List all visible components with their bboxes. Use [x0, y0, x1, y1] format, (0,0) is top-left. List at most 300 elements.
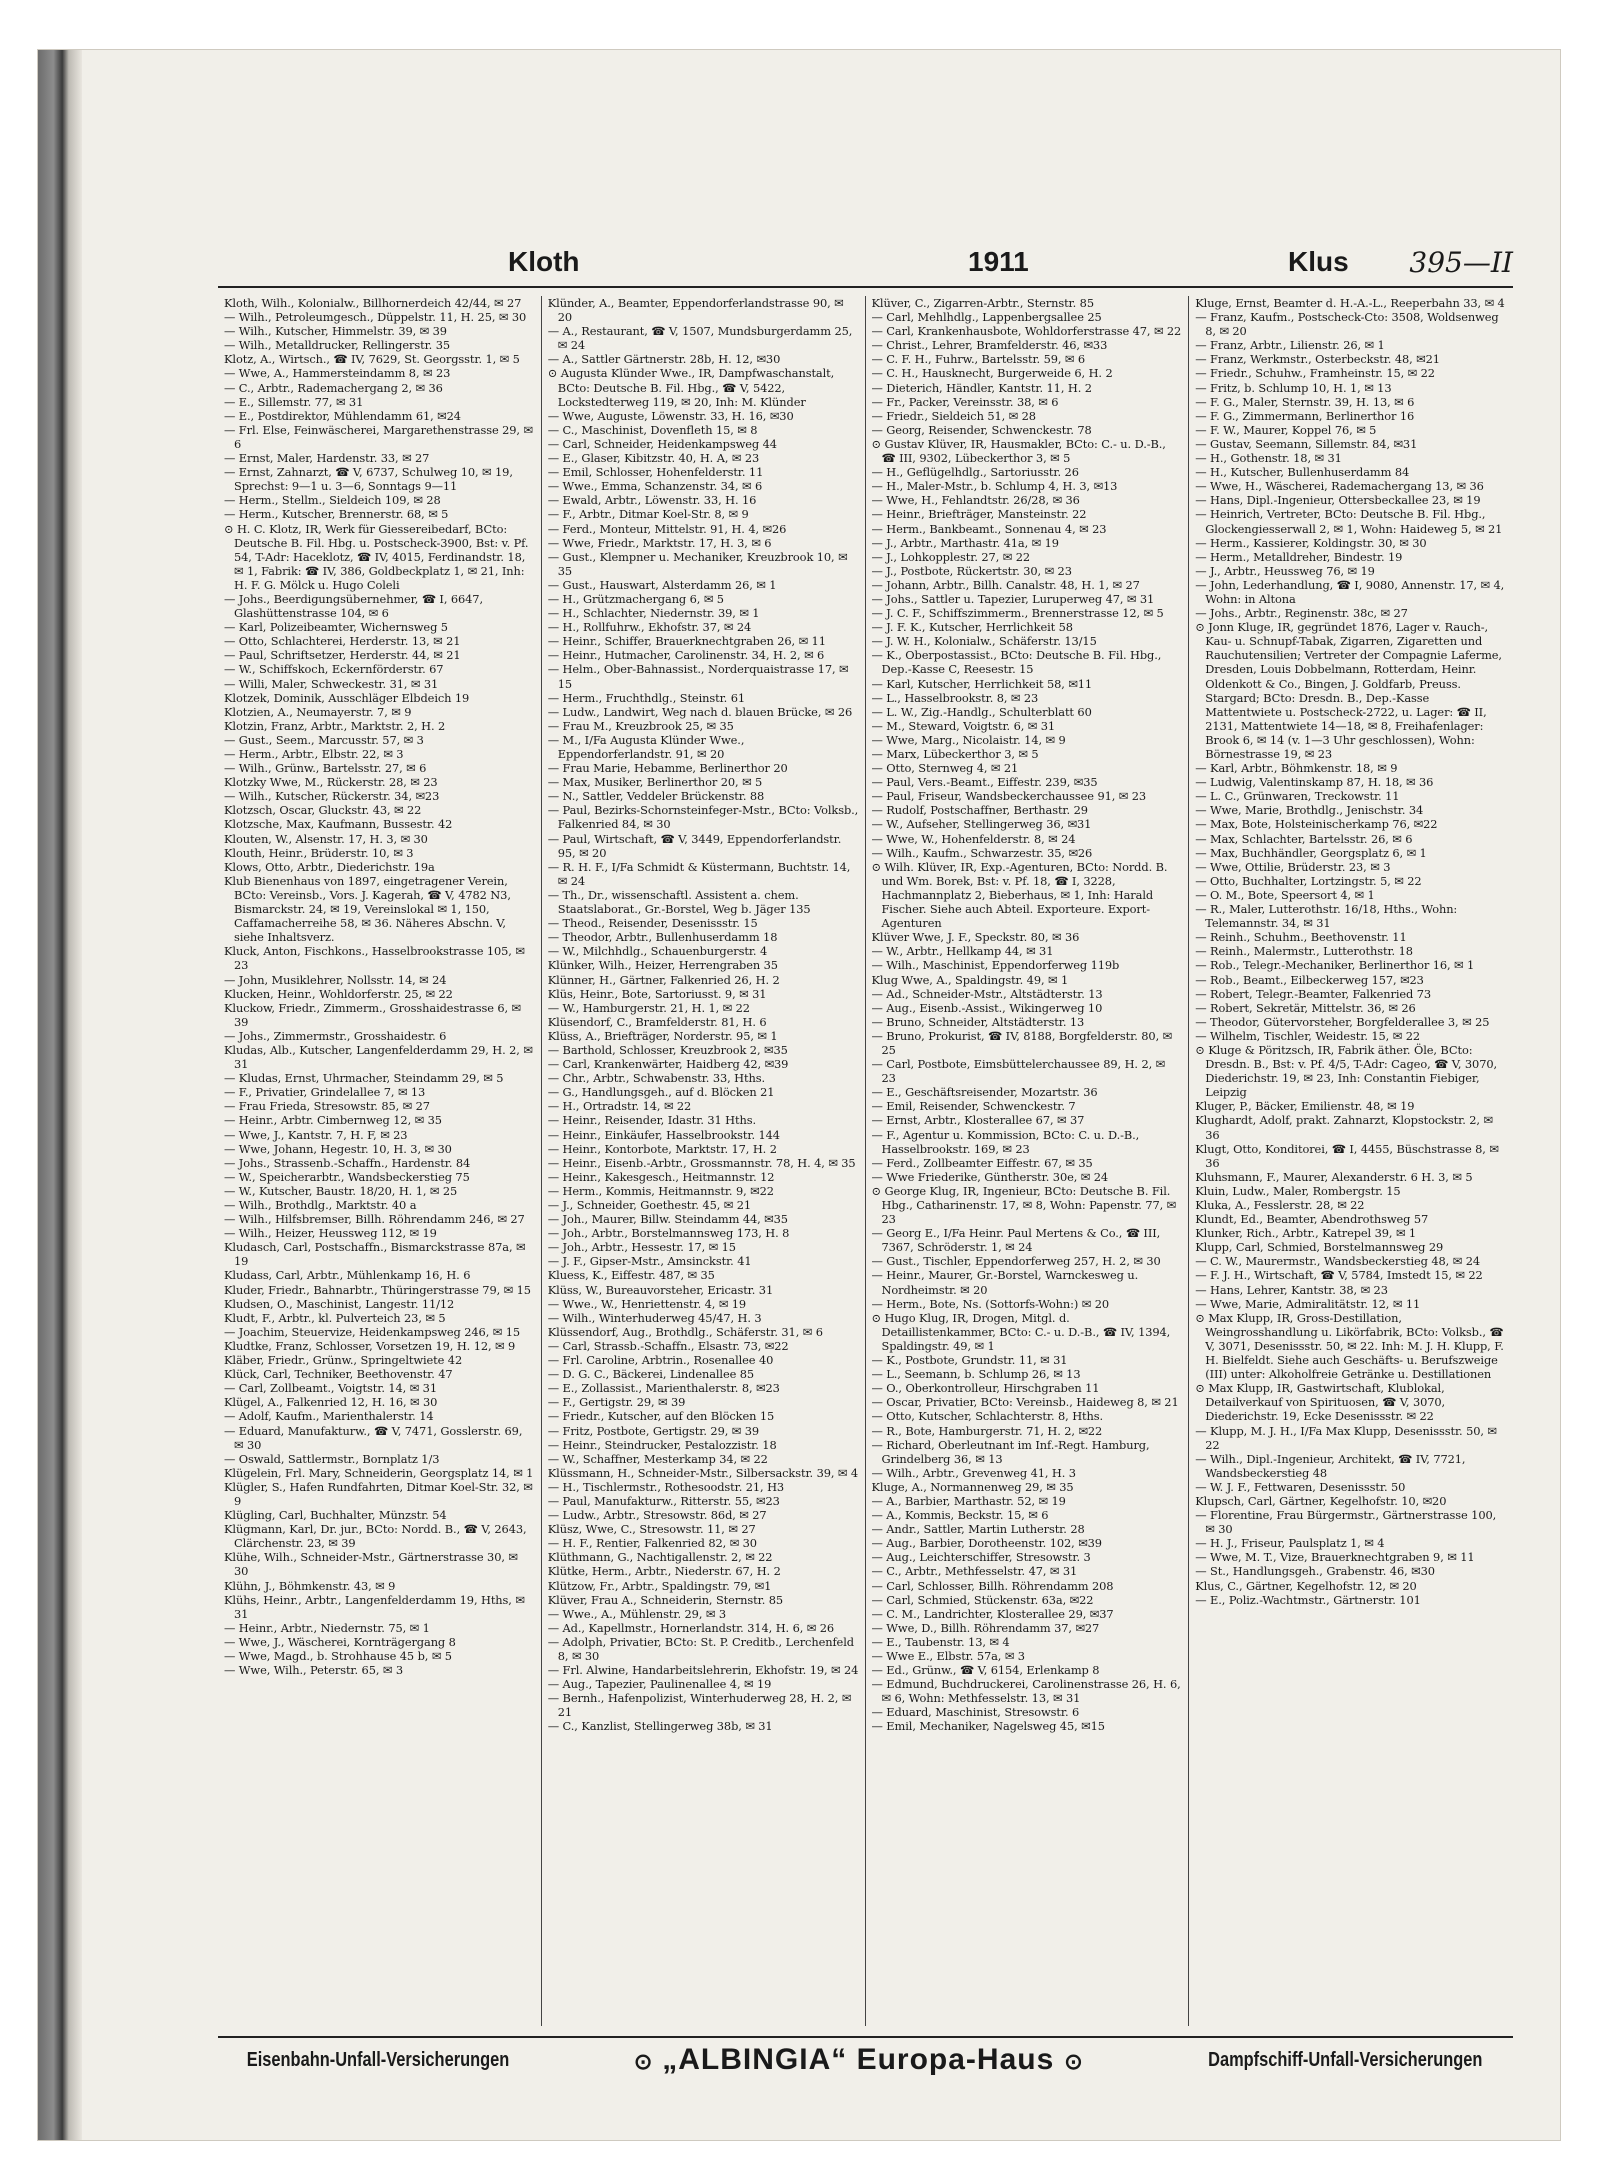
directory-entry: Kluder, Friedr., Bahnarbtr., Thüringerstrasse 79, ✉ 15: [224, 1282, 531, 1297]
directory-entry: — L. W., Zig.-Handlg., Schulterblatt 60: [871, 704, 1092, 719]
directory-entry: Klotzky Wwe, M., Rückerstr. 28, ✉ 23: [224, 775, 438, 790]
directory-entry: — Wwe E., Elbstr. 57a, ✉ 3: [871, 1649, 1025, 1663]
directory-entry: ⊙ Gustav Klüver, IR, Hausmakler, BCto: C.- u. D.-B., ☎ III, 9302, Lübeckerthor 3, ✉ 5: [871, 436, 1166, 466]
footer-circle-icon: ⊙: [633, 2049, 653, 2074]
directory-entry: — Aug., Eisenb.-Assist., Wikingerweg 10: [871, 1000, 1103, 1015]
directory-entry: — Richard, Oberleutnant im Inf.-Regt. Hamburg, Grindelberg 36, ✉ 13: [871, 1437, 1150, 1466]
directory-page: [168, 176, 1513, 2136]
directory-entry: — J. C. F., Schiffszimmerm., Brennerstrasse 12, ✉ 5: [871, 606, 1164, 621]
directory-entry: Klüver Wwe, J. F., Speckstr. 80, ✉ 36: [871, 930, 1080, 945]
directory-entry: — Wwe, W., Hohenfelderstr. 8, ✉ 24: [871, 831, 1076, 846]
directory-entry: — H. J., Friseur, Paulsplatz 1, ✉ 4: [1195, 1536, 1385, 1551]
directory-entry: — E., Postdirektor, Mühlendamm 61, ✉24: [224, 408, 461, 423]
directory-entry: — Wilh., Kaufm., Schwarzestr. 35, ✉26: [871, 845, 1093, 860]
directory-entry: Klüver, C., Zigarren-Arbtr., Sternstr. 85: [871, 296, 1094, 310]
directory-entry: — K., Postbote, Grundstr. 11, ✉ 31: [871, 1353, 1068, 1368]
directory-entry: Kluck, Anton, Fischkons., Hasselbrookstrasse 105, ✉ 23: [224, 944, 525, 973]
directory-entry: — J. F. K., Kutscher, Herrlichkeit 58: [871, 620, 1073, 635]
directory-entry: — Aug., Leichterschiffer, Stresowstr. 3: [871, 1550, 1091, 1565]
directory-entry: — Paul, Wirtschaft, ☎ V, 3449, Eppendorferlandstr. 95, ✉ 20: [547, 831, 842, 860]
directory-entry: Kloth, Wilh., Kolonialw., Billhornerdeich 42/44, ✉ 27: [224, 296, 522, 310]
directory-entry: — Wwe., A., Mühlenstr. 29, ✉ 3: [547, 1606, 726, 1621]
directory-entry: — Otto, Buchhalter, Lortzingstr. 5, ✉ 22: [1195, 873, 1422, 888]
directory-entry: Klupp, Carl, Schmied, Borstelmannsweg 29: [1195, 1240, 1444, 1255]
directory-entry: — Frau M., Kreuzbrook 25, ✉ 35: [547, 718, 734, 733]
directory-entry: — Rudolf, Postschaffner, Berthastr. 29: [871, 803, 1088, 818]
directory-entry: Klus, C., Gärtner, Kegelhofstr. 12, ✉ 20: [1195, 1578, 1417, 1593]
directory-entry: — Karl, Polizeibeamter, Wichernsweg 5: [224, 620, 448, 635]
directory-entry: — Frl. Alwine, Handarbeitslehrerin, Ekhofstr. 19, ✉ 24: [547, 1663, 859, 1678]
directory-entry: — A., Barbier, Marthastr. 52, ✉ 19: [871, 1493, 1066, 1508]
column-2: [542, 296, 866, 2026]
directory-entry: — H. F., Rentier, Falkenried 82, ✉ 30: [547, 1536, 757, 1551]
directory-entry: — Georg, Reisender, Schwenckestr. 78: [871, 422, 1092, 437]
directory-entry: — Wwe Friederike, Güntherstr. 30e, ✉ 24: [871, 1169, 1109, 1184]
directory-entry: Klüs, Heinr., Bote, Sartoriusst. 9, ✉ 31: [547, 986, 767, 1001]
directory-entry: — Franz, Kaufm., Postscheck-Cto: 3508, Woldsenweg 8, ✉ 20: [1195, 310, 1499, 339]
directory-entry: Klügel, A., Falkenried 12, H. 16, ✉ 30: [224, 1395, 438, 1410]
directory-entry: — Joh., Arbtr., Hessestr. 17, ✉ 15: [547, 1240, 736, 1255]
directory-entry: — Fritz, Postbote, Gertigstr. 29, ✉ 39: [547, 1423, 760, 1438]
directory-entry: — Bernh., Hafenpolizist, Winterhuderweg 28, H. 2, ✉ 21: [547, 1691, 852, 1720]
directory-entry: — Reinh., Malermstr., Lutterothstr. 18: [1195, 944, 1413, 959]
directory-entry: — Johs., Sattler u. Tapezier, Luruperweg 47, ✉ 31: [871, 591, 1155, 606]
directory-entry: — C., Kanzlist, Stellingerweg 38b, ✉ 31: [547, 1719, 773, 1734]
directory-entry: — Wwe, Marie, Brothdlg., Jenischstr. 34: [1195, 803, 1424, 818]
directory-entry: — Gust., Klempner u. Mechaniker, Kreuzbrook 10, ✉ 35: [547, 549, 848, 578]
directory-entry: Klück, Carl, Techniker, Beethovenstr. 47: [224, 1367, 453, 1382]
directory-entry: Klupsch, Carl, Gärtner, Kegelhofstr. 10, ✉20: [1195, 1493, 1447, 1508]
directory-entry: — Carl, Postbote, Eimsbüttelerchaussee 89, H. 2, ✉ 23: [871, 1057, 1166, 1086]
directory-entry: — Herm., Bote, Ns. (Sottorfs-Wohn:) ✉ 20: [871, 1296, 1110, 1311]
directory-entry: — Ferd., Zollbeamter Eiffestr. 67, ✉ 35: [871, 1155, 1093, 1170]
directory-entry: Kluess, K., Eiffestr. 487, ✉ 35: [547, 1268, 715, 1283]
directory-entry: — Willi, Maler, Schweckestr. 31, ✉ 31: [224, 676, 439, 691]
directory-entry: — A., Sattler Gärtnerstr. 28b, H. 12, ✉30: [547, 352, 781, 367]
scanned-page: [38, 50, 1560, 2140]
directory-entry: Kluge, A., Normannenweg 29, ✉ 35: [871, 1479, 1074, 1494]
directory-entry: — Rob., Beamt., Eilbeckerweg 157, ✉23: [1195, 972, 1424, 987]
directory-entry: — Klupp, M. J. H., I/Fa Max Klupp, Desenissstr. 50, ✉ 22: [1195, 1423, 1497, 1452]
directory-entry: — Gustav, Seemann, Sillemstr. 84, ✉31: [1195, 436, 1418, 451]
directory-entry: Klughardt, Adolf, prakt. Zahnarzt, Klopstockstr. 2, ✉ 36: [1195, 1113, 1493, 1142]
directory-entry: — Wwe, D., Billh. Röhrendamm 37, ✉27: [871, 1620, 1100, 1635]
directory-entry: — Wilh., Dipl.-Ingenieur, Architekt, ☎ IV, 7721, Wandsbeckerstieg 48: [1195, 1451, 1466, 1480]
header-year: 1911: [968, 246, 1029, 277]
directory-entry: — Wilh., Hilfsbremser, Billh. Röhrendamm 246, ✉ 27: [224, 1212, 525, 1227]
directory-entry: Klotz, A., Wirtsch., ☎ IV, 7629, St. Georgsstr. 1, ✉ 5: [224, 352, 520, 367]
directory-entry: Klünder, A., Beamter, Eppendorferlandstrasse 90, ✉ 20: [547, 296, 844, 325]
directory-entry: — Wilh., Grünw., Bartelsstr. 27, ✉ 6: [224, 761, 427, 776]
directory-entry: — Paul, Manufakturw., Ritterstr. 55, ✉23: [547, 1493, 780, 1508]
directory-entry: — Wwe, Johann, Hegestr. 10, H. 3, ✉ 30: [224, 1141, 452, 1156]
directory-entry: — Heinr., Kakesgesch., Heitmannstr. 12: [547, 1169, 775, 1184]
directory-entry: — Georg E., I/Fa Heinr. Paul Mertens & Co., ☎ III, 7367, Schröderstr. 1, ✉ 24: [871, 1226, 1161, 1255]
directory-entry: — F. G., Zimmermann, Berlinerthor 16: [1195, 408, 1415, 423]
directory-entry: — Wwe, J., Wäscherei, Kornträgergang 8: [224, 1634, 456, 1649]
directory-entry: ⊙ H. C. Klotz, IR, Werk für Giessereibedarf, BCto: Deutsche B. Fil. Hbg. u. Postscheck-3900, Bst: v. Pf. 54, T-Adr: Haceklotz, ☎ IV, 4015, Ferdinandstr. 18, ✉ 1, Fabrik: ☎ IV, 386, Goldbeckplatz 1, ✉ 21, Inh: H. F. G. Mölck u. Hugo Coleli: [224, 521, 529, 592]
footer-middle-group: [624, 2043, 1093, 2077]
directory-entry: — Eduard, Manufakturw., ☎ V, 7471, Gosslerstr. 69, ✉ 30: [224, 1423, 523, 1452]
directory-entry: — Friedr., Kutscher, auf den Blöcken 15: [547, 1409, 775, 1424]
directory-entry: — L., Hasselbrookstr. 8, ✉ 23: [871, 690, 1039, 705]
directory-entry: ⊙ Hugo Klug, IR, Drogen, Mitgl. d. Detaillistenkammer, BCto: C.- u. D.-B., ☎ IV, 1394, Spaldingstr. 49, ✉ 1: [871, 1310, 1171, 1353]
column-3: [866, 296, 1190, 2026]
directory-entry: — Chr., Arbtr., Schwabenstr. 33, Hths.: [547, 1071, 765, 1086]
directory-entry: — Dieterich, Händler, Kantstr. 11, H. 2: [871, 380, 1092, 395]
directory-entry: — J., Arbtr., Marthastr. 41a, ✉ 19: [871, 535, 1059, 550]
directory-entry: — Ernst, Maler, Hardenstr. 33, ✉ 27: [224, 451, 430, 466]
directory-entry: Klügmann, Karl, Dr. jur., BCto: Nordd. B., ☎ V, 2643, Clärchenstr. 23, ✉ 39: [224, 1522, 527, 1551]
directory-entry: — E., Geschäftsreisender, Mozartstr. 36: [871, 1085, 1098, 1100]
directory-entry: — Herm., Kommis, Heitmannstr. 9, ✉22: [547, 1183, 774, 1198]
directory-entry: Kludsen, O., Maschinist, Langestr. 11/12: [224, 1296, 455, 1311]
directory-entry: — Otto, Sternweg 4, ✉ 21: [871, 761, 1019, 776]
directory-entry: — E., Sillemstr. 77, ✉ 31: [224, 394, 364, 409]
directory-entry: Kluckow, Friedr., Zimmerm., Grosshaidestrasse 6, ✉ 39: [224, 1000, 521, 1029]
directory-entry: Klunker, Rich., Arbtr., Katrepel 39, ✉ 1: [1195, 1226, 1417, 1241]
directory-entry: — Heinr., Einkäufer, Hasselbrookstr. 144: [547, 1127, 780, 1142]
directory-entry: — Heinrich, Vertreter, BCto: Deutsche B. Fil. Hbg., Glockengiesserwall 2, ✉ 1, Wohn: Haideweg 5, ✉ 21: [1195, 507, 1503, 536]
directory-entry: — Carl, Mehlhdlg., Lappenbergsallee 25: [871, 310, 1102, 325]
directory-entry: — W., Arbtr., Hellkamp 44, ✉ 31: [871, 944, 1054, 959]
directory-entry: — Wilh., Metalldrucker, Rellingerstr. 35: [224, 338, 451, 353]
directory-entry: — Fritz, b. Schlump 10, H. 1, ✉ 13: [1195, 380, 1392, 395]
directory-entry: — H., Maler-Mstr., b. Schlump 4, H. 3, ✉13: [871, 479, 1118, 494]
directory-entry: — Heinr., Maurer, Gr.-Borstel, Warnckesweg u. Nordheimstr. ✉ 20: [871, 1268, 1139, 1297]
directory-entry: — J. F., Gipser-Mstr., Amsinckstr. 41: [547, 1254, 752, 1269]
directory-entry: Kluin, Ludw., Maler, Rombergstr. 15: [1195, 1183, 1401, 1198]
directory-entry: — Heinr., Kontorbote, Marktstr. 17, H. 2: [547, 1141, 777, 1156]
footer-circle-icon: ⊙: [1064, 2049, 1083, 2074]
directory-entry: — Fr., Packer, Vereinsstr. 38, ✉ 6: [871, 394, 1059, 409]
directory-entry: — J., Postbote, Rückertstr. 30, ✉ 23: [871, 563, 1072, 578]
directory-entry: Klühe, Wilh., Schneider-Mstr., Gärtnerstrasse 30, ✉ 30: [224, 1550, 518, 1579]
directory-entry: — Edmund, Buchdruckerei, Carolinenstrasse 26, H. 6, ✉ 6, Wohn: Methfesselstr. 13, ✉ 31: [871, 1677, 1181, 1706]
directory-entry: — H., Tischlermstr., Rothesoodstr. 21, H3: [547, 1479, 785, 1494]
directory-entry: Kludtke, Franz, Schlosser, Vorsetzen 19, H. 12, ✉ 9: [224, 1338, 516, 1353]
directory-entry: Klünner, H., Gärtner, Falkenried 26, H. 2: [547, 972, 780, 987]
directory-entry: — Herm., Bankbeamt., Sonnenau 4, ✉ 23: [871, 521, 1107, 536]
directory-entry: — Rob., Telegr.-Mechaniker, Berlinerthor 16, ✉ 1: [1195, 958, 1475, 973]
directory-entry: — Herm., Fruchthdlg., Steinstr. 61: [547, 690, 745, 705]
directory-entry: — C. M., Landrichter, Klosterallee 29, ✉37: [871, 1606, 1114, 1621]
directory-entry: — Andr., Sattler, Martin Lutherstr. 28: [871, 1522, 1085, 1537]
directory-entry: — Paul, Schriftsetzer, Herderstr. 44, ✉ 21: [224, 648, 461, 663]
directory-entry: — W. J. F., Fettwaren, Desenissstr. 50: [1195, 1479, 1406, 1494]
directory-entry: — Paul, Bezirks-Schornsteinfeger-Mstr., BCto: Volksb., Falkenried 84, ✉ 30: [547, 803, 859, 832]
directory-entry: — J. W. H., Kolonialw., Schäferstr. 13/15: [871, 634, 1097, 649]
directory-entry: Kluka, A., Fesslerstr. 28, ✉ 22: [1195, 1198, 1365, 1212]
directory-entry: — Friedr., Schuhw., Framheinstr. 15, ✉ 22: [1195, 366, 1435, 381]
directory-entry: — Carl, Krankenhausbote, Wohldorferstrasse 47, ✉ 22: [871, 324, 1182, 339]
directory-entry: Klühs, Heinr., Arbtr., Langenfelderdamm 19, Hths, ✉ 31: [224, 1592, 525, 1621]
header-last-entry: Klus: [1288, 246, 1349, 277]
directory-entry: — E., Glaser, Kibitzstr. 40, H. A, ✉ 23: [547, 451, 760, 466]
directory-entry: — Hans, Lehrer, Kantstr. 38, ✉ 23: [1195, 1282, 1388, 1297]
directory-entry: — D. G. C., Bäckerei, Lindenallee 85: [547, 1367, 755, 1382]
directory-entry: — W., Milchhdlg., Schauenburgerstr. 4: [547, 944, 768, 959]
directory-entry: — R., Bote, Hamburgerstr. 71, H. 2, ✉22: [871, 1423, 1103, 1438]
directory-entry: Klüss, A., Briefträger, Norderstr. 95, ✉ 1: [547, 1028, 778, 1043]
directory-entry: — Wwe, A., Hammersteindamm 8, ✉ 23: [224, 366, 451, 381]
directory-entry: — Frl. Else, Feinwäscherei, Margarethenstrasse 29, ✉ 6: [224, 422, 533, 451]
footer-company: „ALBINGIA“ Europa-Haus: [662, 2043, 1055, 2076]
directory-entry: — H., Ortradstr. 14, ✉ 22: [547, 1099, 692, 1114]
directory-entry: — Wilh., Heizer, Heussweg 112, ✉ 19: [224, 1226, 437, 1241]
directory-entry: — F. J. H., Wirtschaft, ☎ V, 5784, Imstedt 15, ✉ 22: [1195, 1268, 1483, 1283]
directory-entry: — Carl, Zollbeamt., Voigtstr. 14, ✉ 31: [224, 1381, 437, 1396]
directory-entry: — O. M., Bote, Speersort 4, ✉ 1: [1195, 887, 1375, 902]
directory-entry: — Adolph, Privatier, BCto: St. P. Creditb., Lerchenfeld 8, ✉ 30: [547, 1634, 854, 1663]
column-4: [1189, 296, 1513, 2026]
directory-entry: — Frau Frieda, Stresowstr. 85, ✉ 27: [224, 1099, 430, 1114]
directory-entry: Klühn, J., Böhmkenstr. 43, ✉ 9: [224, 1578, 396, 1593]
directory-entry: — O., Oberkontrolleur, Hirschgraben 11: [871, 1381, 1100, 1396]
directory-entry: — Wwe, H., Wäscherei, Rademachergang 13, ✉ 36: [1195, 479, 1484, 494]
directory-entry: — Johann, Arbtr., Billh. Canalstr. 48, H. 1, ✉ 27: [871, 577, 1140, 592]
directory-entry: — W., Kutscher, Baustr. 18/20, H. 1, ✉ 25: [224, 1183, 458, 1198]
directory-entry: — Wwe, M. T., Vize, Brauerknechtgraben 9, ✉ 11: [1195, 1550, 1475, 1565]
directory-entry: Klügler, S., Hafen Rundfahrten, Ditmar Koel-Str. 32, ✉ 9: [224, 1479, 533, 1508]
directory-entry: — Wwe, J., Kantstr. 7, H. F, ✉ 23: [224, 1127, 408, 1142]
directory-entry: — Johs., Beerdigungsübernehmer, ☎ I, 6647, Glashüttenstrasse 104, ✉ 6: [224, 591, 483, 621]
directory-entry: — Ludw., Arbtr., Stresowstr. 86d, ✉ 27: [547, 1508, 767, 1523]
directory-entry: — A., Restaurant, ☎ V, 1507, Mundsburgerdamm 25, ✉ 24: [547, 324, 853, 353]
page-number: 395—II: [1409, 246, 1513, 279]
directory-entry: — Eduard, Maschinist, Stresowstr. 6: [871, 1705, 1080, 1720]
directory-entry: — Herm., Kutscher, Brennerstr. 68, ✉ 5: [224, 507, 449, 522]
directory-entry: — M., I/Fa Augusta Klünder Wwe., Eppendorferlandstr. 91, ✉ 20: [547, 732, 745, 761]
directory-entry: Klüthmann, G., Nachtigallenstr. 2, ✉ 22: [547, 1550, 773, 1565]
directory-entry: — Emil, Schlosser, Hohenfelderstr. 11: [547, 465, 764, 480]
directory-entry: Klows, Otto, Arbtr., Diederichstr. 19a: [224, 859, 435, 874]
directory-entry: — Heinr., Hutmacher, Carolinenstr. 34, H. 2, ✉ 6: [547, 648, 825, 663]
directory-entry: — Wilh., Kutscher, Rückerstr. 34, ✉23: [224, 789, 440, 804]
directory-entry: — F., Arbtr., Ditmar Koel-Str. 8, ✉ 9: [547, 507, 749, 522]
directory-entry: — E., Poliz.-Wachtmstr., Gärtnerstr. 101: [1195, 1592, 1421, 1607]
directory-entry: — G., Handlungsgeh., auf d. Blöcken 21: [547, 1085, 775, 1100]
running-header: [168, 246, 1513, 286]
directory-entry: — Carl, Krankenwärter, Haidberg 42, ✉39: [547, 1057, 789, 1072]
directory-entry: Klüsz, Wwe, C., Stresowstr. 11, ✉ 27: [547, 1522, 756, 1537]
directory-entry: Klüss, W., Bureauvorsteher, Ericastr. 31: [547, 1282, 774, 1297]
directory-entry: — Friedr., Sieldeich 51, ✉ 28: [871, 408, 1036, 423]
directory-entry: Klouten, W., Alsenstr. 17, H. 3, ✉ 30: [224, 831, 428, 846]
directory-entry: Klucken, Heinr., Wohldorferstr. 25, ✉ 22: [224, 986, 453, 1001]
directory-entry: — John, Lederhandlung, ☎ I, 9080, Annenstr. 17, ✉ 4, Wohn: in Altona: [1195, 577, 1505, 606]
directory-entry: — C., Arbtr., Methfesselstr. 47, ✉ 31: [871, 1564, 1078, 1579]
directory-entry: — Adolf, Kaufm., Marienthalerstr. 14: [224, 1409, 434, 1424]
directory-entry: — Ad., Schneider-Mstr., Altstädterstr. 13: [871, 986, 1103, 1001]
directory-entry: — Herm., Kassierer, Koldingstr. 30, ✉ 30: [1195, 535, 1427, 550]
directory-entry: — H., Gothenstr. 18, ✉ 31: [1195, 451, 1342, 466]
directory-entry: — Wwe, Marie, Admiralitätstr. 12, ✉ 11: [1195, 1296, 1421, 1311]
directory-entry: — Hans, Dipl.-Ingenieur, Ottersbeckallee 23, ✉ 19: [1195, 493, 1481, 508]
directory-entry: — Gust., Seem., Marcusstr. 57, ✉ 3: [224, 732, 424, 747]
directory-entry: — F., Agentur u. Kommission, BCto: C. u. D.-B., Hasselbrookstr. 169, ✉ 23: [871, 1127, 1140, 1156]
directory-entry: — Th., Dr., wissenschaftl. Assistent a. chem. Staatslaborat., Gr.-Borstel, Weg b. Jäger 135: [547, 887, 811, 917]
directory-entry: — Heinr., Schiffer, Brauerknechtgraben 26, ✉ 11: [547, 634, 826, 649]
directory-entry: — R. H. F., I/Fa Schmidt & Küstermann, Buchtstr. 14, ✉ 24: [547, 859, 851, 888]
directory-entry: — F., Gertigstr. 29, ✉ 39: [547, 1395, 686, 1410]
directory-entry: — Wwe, Auguste, Löwenstr. 33, H. 16, ✉30: [547, 408, 794, 423]
directory-entry: — L. C., Grünwaren, Treckowstr. 11: [1195, 789, 1400, 804]
directory-entry: — Wilh., Brothdlg., Marktstr. 40 a: [224, 1198, 417, 1212]
advertisement-footer: [218, 2036, 1513, 2082]
directory-entry: — Carl, Schmied, Stückenstr. 63a, ✉22: [871, 1592, 1094, 1607]
directory-entry: Kluhsmann, F., Maurer, Alexanderstr. 6 H. 3, ✉ 5: [1195, 1169, 1473, 1184]
directory-entry: Klüssendorf, Aug., Brothdlg., Schäferstr. 31, ✉ 6: [547, 1324, 823, 1339]
directory-entry: — R., Maler, Lutterothstr. 16/18, Hths., Wohn: Telemannstr. 34, ✉ 31: [1195, 902, 1458, 931]
directory-entry: — Herm., Stellm., Sieldeich 109, ✉ 28: [224, 493, 441, 508]
header-first-entry: Kloth: [508, 246, 580, 277]
directory-entry: — Aug., Barbier, Dorotheenstr. 102, ✉39: [871, 1536, 1102, 1551]
directory-entry: — Heinr., Briefträger, Mansteinstr. 22: [871, 507, 1087, 522]
directory-entry: ⊙ Max Klupp, IR, Gastwirtschaft, Klublokal, Detailverkauf von Spirituosen, ☎ V, 3070, Diederichstr. 19, Ecke Desenissstr. ✉ 22: [1195, 1381, 1446, 1424]
directory-entry: — Max, Schlachter, Bartelsstr. 26, ✉ 6: [1195, 831, 1413, 846]
directory-entry: — Wilh., Kutscher, Himmelstr. 39, ✉ 39: [224, 324, 447, 339]
directory-entry: — Carl, Schlosser, Billh. Röhrendamm 208: [871, 1578, 1114, 1593]
directory-entry: — Helm., Ober-Bahnassist., Norderquaistrasse 17, ✉ 15: [547, 662, 849, 691]
directory-entry: — C. W., Maurermstr., Wandsbeckerstieg 48, ✉ 24: [1195, 1254, 1480, 1269]
directory-entry: Klotzek, Dominik, Ausschläger Elbdeich 19: [224, 690, 470, 705]
directory-entry: — E., Taubenstr. 13, ✉ 4: [871, 1634, 1010, 1649]
directory-entry: — Wwe, Magd., b. Strohhause 45 b, ✉ 5: [224, 1649, 452, 1663]
directory-entry: — A., Kommis, Beckstr. 15, ✉ 6: [871, 1508, 1049, 1523]
directory-entry: Kludt, F., Arbtr., kl. Pulverteich 23, ✉ 5: [224, 1310, 446, 1325]
directory-entry: — Wwe, Friedr., Marktstr. 17, H. 3, ✉ 6: [547, 535, 772, 550]
directory-entry: — C. H., Hausknecht, Burgerweide 6, H. 2: [871, 366, 1113, 381]
directory-entry: — Gust., Hauswart, Alsterdamm 26, ✉ 1: [547, 577, 777, 592]
directory-entry: — Barthold, Schlosser, Kreuzbrook 2, ✉35: [547, 1042, 788, 1057]
directory-entry: — Max, Bote, Holsteinischerkamp 76, ✉22: [1195, 817, 1438, 832]
directory-entry: — K., Oberpostassist., BCto: Deutsche B. Fil. Hbg., Dep.-Kasse C, Reesestr. 15: [871, 648, 1162, 677]
directory-entry: — W., Schiffskoch, Eckernförderstr. 67: [224, 662, 444, 677]
directory-entry: ⊙ Max Klupp, IR, Gross-Destillation, Weingrosshandlung u. Likörfabrik, BCto: Volksb., ☎ V, 3071, Desenissstr. 50, ✉ 22. Inh: M. J. H. Klupp, F. H. Bielfeldt. Siehe auch Geschäfts- u. Berufszweige (III) unter: Alkoholfreie Getränke u. Destillationen: [1195, 1310, 1504, 1382]
directory-entry: — W., Hamburgerstr. 21, H. 1, ✉ 22: [547, 1000, 750, 1015]
directory-entry: — C., Arbtr., Rademachergang 2, ✉ 36: [224, 380, 443, 395]
footer-right-ad: Dampfschiff-Unfall-Versicherungen: [1208, 2048, 1483, 2071]
directory-entry: — Ferd., Monteur, Mittelstr. 91, H. 4, ✉26: [547, 521, 787, 536]
directory-entry: — Wilh., Maschinist, Eppendorferweg 119b: [871, 958, 1120, 973]
directory-entry: — Wilh., Winterhuderweg 45/47, H. 3: [547, 1310, 762, 1325]
directory-entry: Klüver, Frau A., Schneiderin, Sternstr. 85: [547, 1592, 784, 1607]
directory-entry: — Heinr., Steindrucker, Pestalozzistr. 18: [547, 1437, 777, 1452]
directory-entry: — M., Steward, Voigtstr. 6, ✉ 31: [871, 718, 1056, 733]
directory-entry: — Paul, Vers.-Beamt., Eiffestr. 239, ✉35: [871, 775, 1098, 790]
directory-entry: ⊙ Augusta Klünder Wwe., IR, Dampfwaschanstalt, BCto: Deutsche B. Fil. Hbg., ☎ V, 5422, Lockstedterweg 119, ✉ 20, Inh: M. Klünder: [547, 366, 835, 409]
directory-entry: — H., Kutscher, Bullenhuserdamm 84: [1195, 465, 1410, 480]
directory-entry: Kläber, Friedr., Grünw., Springeltwiete 42: [224, 1353, 463, 1368]
directory-entry: — Ad., Kapellmstr., Hornerlandstr. 314, H. 6, ✉ 26: [547, 1620, 835, 1635]
directory-entry: — Gust., Tischler, Eppendorferweg 257, H. 2, ✉ 30: [871, 1254, 1161, 1269]
directory-entry: Kludass, Carl, Arbtr., Mühlenkamp 16, H. 6: [224, 1268, 471, 1283]
directory-entry: — H., Geflügelhdlg., Sartoriusstr. 26: [871, 465, 1079, 480]
directory-entry: Klotzin, Franz, Arbtr., Marktstr. 2, H. 2: [224, 718, 446, 733]
directory-entry: — Wwe., Emma, Schanzenstr. 34, ✉ 6: [547, 479, 763, 494]
directory-entry: Klub Bienenhaus von 1897, eingetragener Verein, BCto: Vereinsb., Vors. J. Kagerah, ☎ V, 4782 N3, Bismarckstr. 24, ✉ 19, Vereinslokal ✉ 1, 150, Caffamacherreihe 58, ✉ 36. Näheres Abschn. V, siehe Inhaltsverz.: [224, 873, 511, 945]
directory-entry: — F., Privatier, Grindelallee 7, ✉ 13: [224, 1085, 426, 1100]
directory-entry: — C., Maschinist, Dovenfleth 15, ✉ 8: [547, 422, 758, 437]
directory-entry: — Wwe, H., Fehlandtstr. 26/28, ✉ 36: [871, 493, 1080, 508]
directory-entry: — Wilh., Petroleumgesch., Düppelstr. 11, H. 25, ✉ 30: [224, 310, 527, 325]
directory-entry: — Heinr., Arbtr. Cimbernweg 12, ✉ 35: [224, 1113, 442, 1128]
directory-entry: ⊙ Jonn Kluge, IR, gegründet 1876, Lager v. Rauch-, Kau- u. Schnupf-Tabak, Zigarren, Zigaretten und Rauchutensilien; Vertreter der Compagnie Laferme, Dresden, Louis Dobbelmann, Rotterdam, Heinr. Oldenkott & Co., Bingen, J. Goldfarb, Preuss. Stargard; BCto: Dresdn. B., Dep.-Kasse Mattentwiete u. Postscheck-2722, u. Lager: ☎ II, 2131, Mattentwiete 14—18, ✉ 8, Freihafenlager: Brook 6, ✉ 14 (v. 1—3 Uhr geschlossen), Wohn: Börnestrasse 19, ✉ 23: [1195, 620, 1502, 761]
directory-entry: Klützow, Fr., Arbtr., Spaldingstr. 79, ✉1: [547, 1578, 772, 1593]
directory-entry: — Emil, Mechaniker, Nagelsweg 45, ✉15: [871, 1719, 1105, 1734]
directory-entry: — Ludwig, Valentinskamp 87, H. 18, ✉ 36: [1195, 775, 1434, 790]
directory-entry: — J., Lohkopplestr. 27, ✉ 22: [871, 549, 1030, 564]
directory-entry: — Wwe, Wilh., Peterstr. 65, ✉ 3: [224, 1663, 404, 1678]
directory-entry: — Max, Musiker, Berlinerthor 20, ✉ 5: [547, 775, 763, 790]
directory-entry: — Franz, Werkmstr., Osterbeckstr. 48, ✉21: [1195, 352, 1440, 367]
directory-entry: Kludas, Alb., Kutscher, Langenfelderdamm 29, H. 2, ✉ 31: [224, 1042, 533, 1072]
directory-entry: — Franz, Arbtr., Lilienstr. 26, ✉ 1: [1195, 338, 1385, 353]
directory-entry: — Wilh., Arbtr., Grevenweg 41, H. 3: [871, 1465, 1076, 1480]
directory-entry: — C. F. H., Fuhrw., Bartelsstr. 59, ✉ 6: [871, 352, 1086, 367]
directory-entry: — Bruno, Prokurist, ☎ IV, 8188, Borgfelderstr. 80, ✉ 25: [871, 1028, 1173, 1057]
directory-entry: ⊙ George Klug, IR, Ingenieur, BCto: Deutsche B. Fil. Hbg., Catharinenstr. 17, ✉ 8, Wohn: Papenstr. 77, ✉ 23: [871, 1183, 1177, 1227]
directory-entry: — Frl. Caroline, Arbtrin., Rosenallee 40: [547, 1353, 774, 1368]
directory-entry: — Ewald, Arbtr., Löwenstr. 33, H. 16: [547, 493, 757, 508]
book-spine: [38, 50, 82, 2140]
directory-entry: — Joh., Arbtr., Borstelmannsweg 173, H. 8: [547, 1226, 790, 1241]
directory-entry: — Wilhelm, Tischler, Weidestr. 15, ✉ 22: [1195, 1028, 1420, 1043]
directory-entry: Klotzsch, Oscar, Gluckstr. 43, ✉ 22: [224, 803, 422, 818]
directory-entry: — Heinr., Eisenb.-Arbtr., Grossmannstr. 78, H. 4, ✉ 35: [547, 1155, 856, 1170]
directory-entry: — St., Handlungsgeh., Grabenstr. 46, ✉30: [1195, 1564, 1435, 1579]
directory-entry: — Karl, Arbtr., Böhmkenstr. 18, ✉ 9: [1195, 761, 1398, 776]
directory-entry: — H., Rollfuhrw., Ekhofstr. 37, ✉ 24: [547, 620, 752, 635]
directory-entry: — Christ., Lehrer, Bramfelderstr. 46, ✉33: [871, 338, 1108, 353]
directory-entry: Klüsendorf, C., Bramfelderstr. 81, H. 6: [547, 1014, 767, 1029]
directory-entry: Klüssmann, H., Schneider-Mstr., Silbersackstr. 39, ✉ 4: [547, 1465, 859, 1480]
directory-entry: — Joh., Maurer, Billw. Steindamm 44, ✉35: [547, 1212, 788, 1227]
directory-entry: Kluger, P., Bäcker, Emilienstr. 48, ✉ 19: [1195, 1099, 1415, 1114]
directory-entry: — N., Sattler, Veddeler Brückenstr. 88: [547, 789, 765, 804]
directory-entry: — Theod., Reisender, Desenissstr. 15: [547, 916, 758, 931]
directory-entry: — Ed., Grünw., ☎ V, 6154, Erlenkamp 8: [871, 1663, 1100, 1678]
directory-entry: — Frau Marie, Hebamme, Berlinerthor 20: [547, 761, 788, 776]
directory-entry: — Otto, Schlachterei, Herderstr. 13, ✉ 21: [224, 634, 461, 649]
directory-entry: — H., Grützmachergang 6, ✉ 5: [547, 591, 724, 606]
directory-entry: — W., Schaffner, Mesterkamp 34, ✉ 22: [547, 1451, 768, 1466]
directory-entry: — Ernst, Arbtr., Klosterallee 67, ✉ 37: [871, 1113, 1085, 1128]
header-rule: [218, 286, 1513, 288]
directory-entry: — Johs., Arbtr., Reginenstr. 38c, ✉ 27: [1195, 606, 1408, 621]
directory-entry: — Reinh., Schuhm., Beethovenstr. 11: [1195, 930, 1407, 945]
directory-entry: — Florentine, Frau Bürgermstr., Gärtnerstrasse 100, ✉ 30: [1195, 1508, 1497, 1537]
directory-entry: — Otto, Kutscher, Schlachterstr. 8, Hths.: [871, 1409, 1104, 1424]
directory-entry: — Kludas, Ernst, Uhrmacher, Steindamm 29, ✉ 5: [224, 1071, 504, 1086]
footer-left-ad: Eisenbahn-Unfall-Versicherungen: [246, 2048, 510, 2071]
directory-entry: Kludasch, Carl, Postschaffn., Bismarckstrasse 87a, ✉ 19: [224, 1240, 526, 1269]
directory-entry: — Johs., Strassenb.-Schaffn., Hardenstr. 84: [224, 1155, 471, 1170]
directory-entry: Klug Wwe, A., Spaldingstr. 49, ✉ 1: [871, 972, 1069, 987]
directory-entry: Klügling, Carl, Buchhalter, Münzstr. 54: [224, 1508, 447, 1523]
directory-entry: — Aug., Tapezier, Paulinenallee 4, ✉ 19: [547, 1677, 772, 1692]
directory-entry: Klünker, Wilh., Heizer, Herrengraben 35: [547, 958, 778, 973]
directory-entry: — J., Schneider, Goethestr. 45, ✉ 21: [547, 1198, 752, 1212]
directory-entry: — Theodor, Arbtr., Bullenhuserdamm 18: [547, 930, 778, 945]
directory-entry: — Wwe, Ottilie, Brüderstr. 23, ✉ 3: [1195, 859, 1391, 874]
directory-entry: — Carl, Strassb.-Schaffn., Elsastr. 73, ✉22: [547, 1338, 789, 1353]
directory-entry: — Robert, Sekretär, Mittelstr. 36, ✉ 26: [1195, 1000, 1416, 1015]
directory-entry: ⊙ Kluge & Pöritzsch, IR, Fabrik äther. Öle, BCto: Dresdn. B., Bst: v. Pf. 4/5, T-Adr: Cageo, ☎ V, 3070, Diederichstr. 19, ✉ 23, Inh: Constantin Fiebiger, Leipzig: [1195, 1042, 1498, 1100]
directory-entry: Klügelein, Frl. Mary, Schneiderin, Georgsplatz 14, ✉ 1: [224, 1465, 534, 1480]
directory-entry: — Carl, Schneider, Heidenkampsweg 44: [547, 436, 777, 451]
